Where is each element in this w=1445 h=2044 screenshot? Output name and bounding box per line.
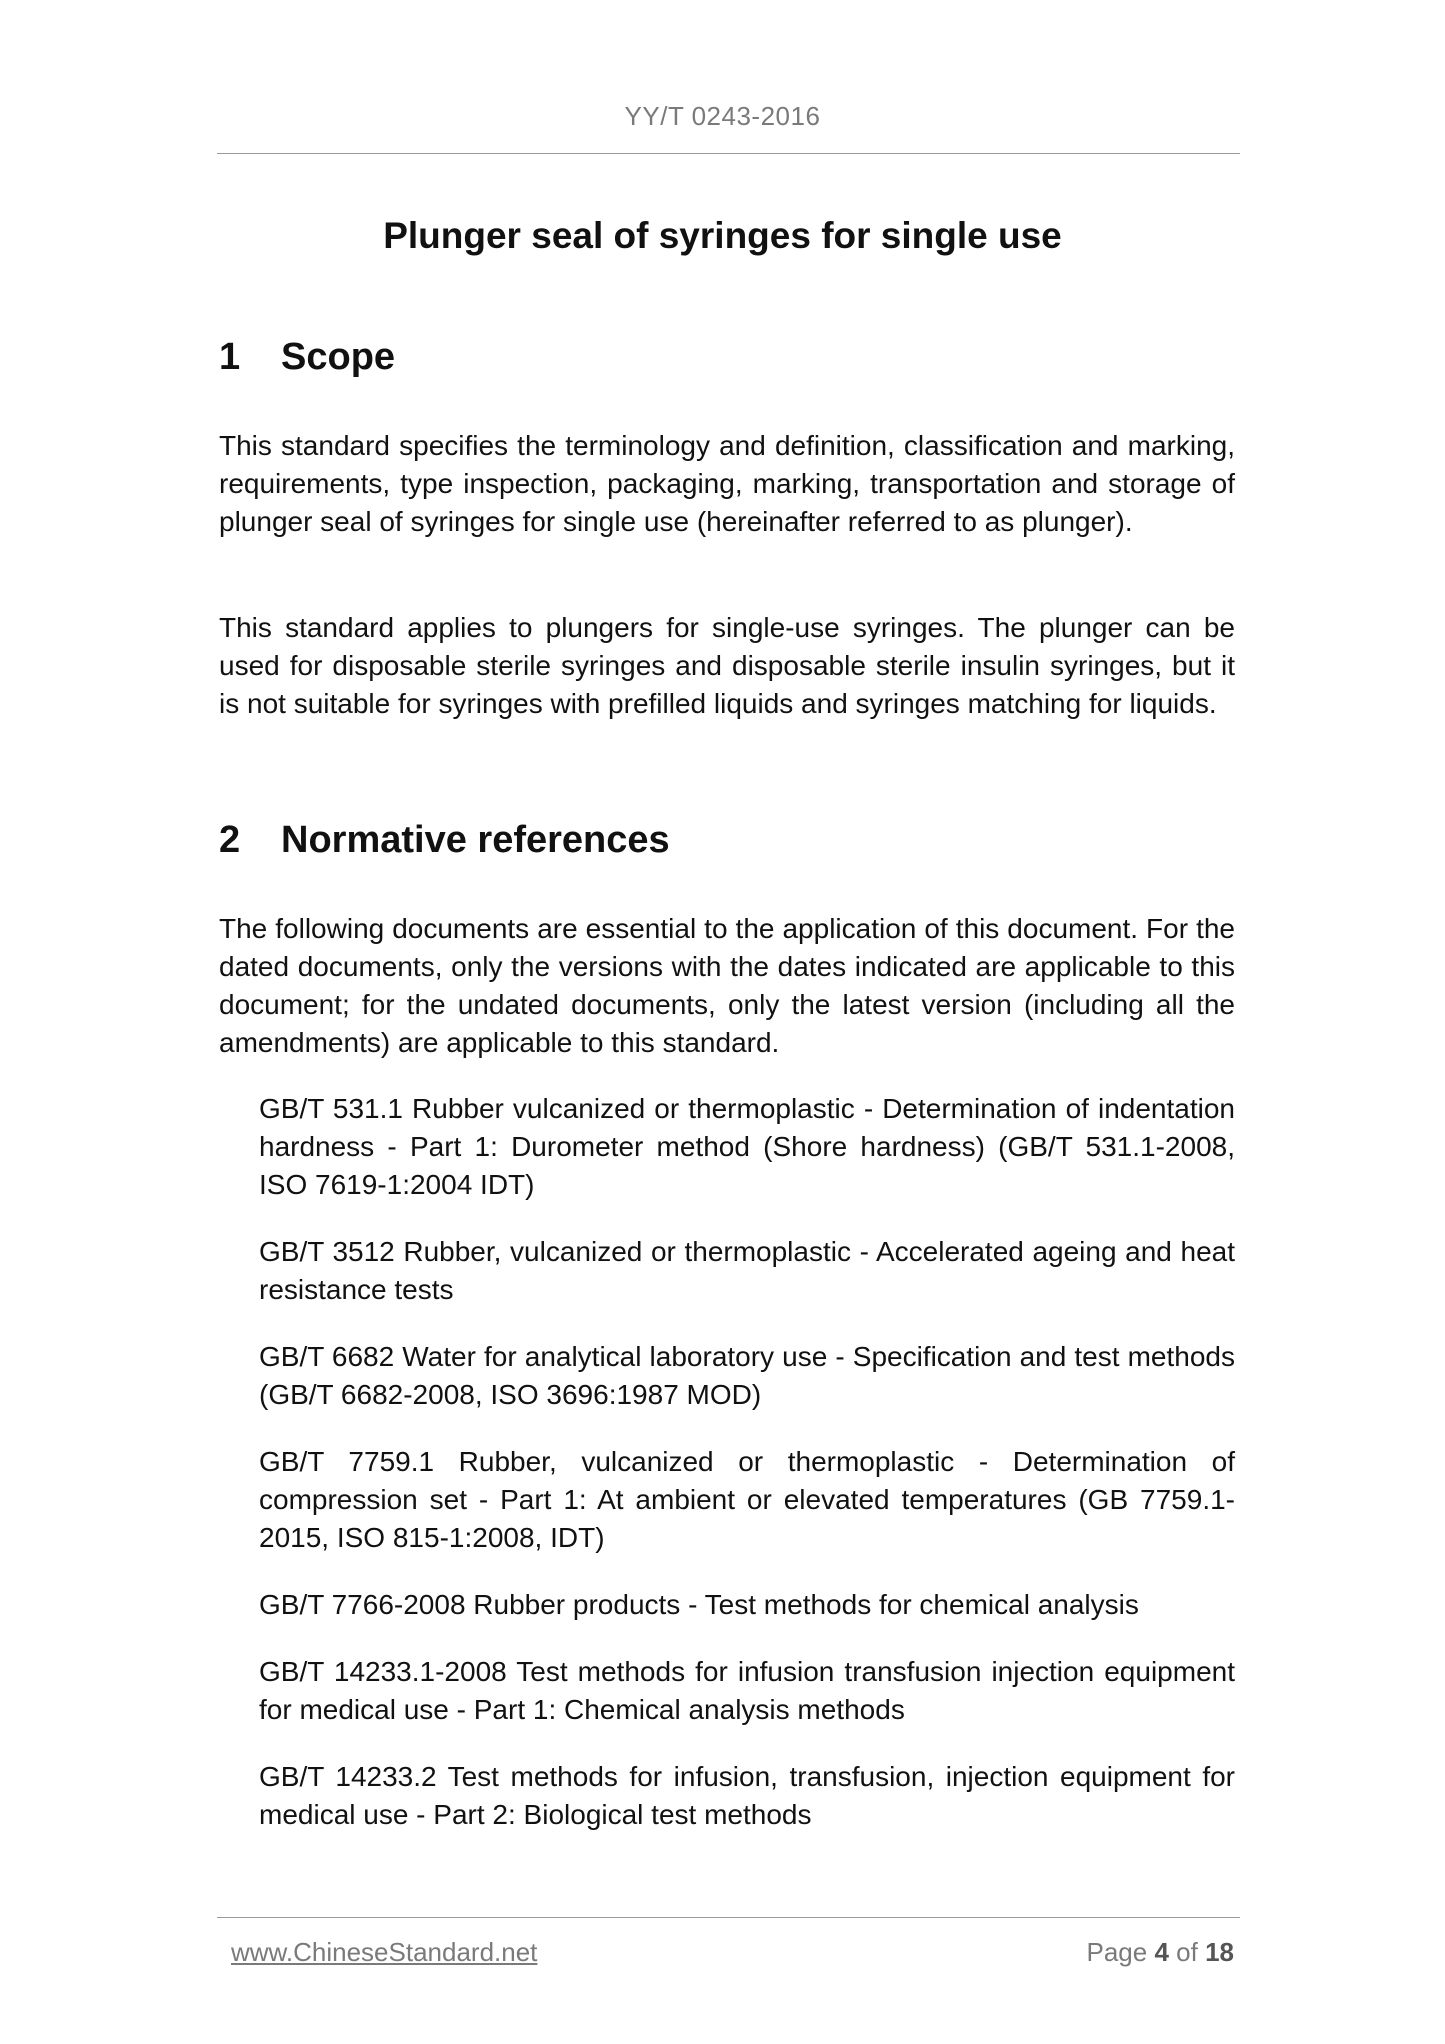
reference-item: GB/T 14233.1-2008 Test methods for infusion transfusion injection equipment for medical use - Part 1: Chemical analysis methods [259,1656,1235,1725]
total-page-number: 18 [1205,1937,1234,1967]
header-rule [217,153,1240,154]
section-title: Normative references [281,819,670,861]
current-page-number: 4 [1154,1937,1169,1967]
reference-list [259,1090,1235,1863]
section-heading-normative-references [219,819,670,862]
reference-item: GB/T 531.1 Rubber vulcanized or thermoplastic - Determination of indentation hardness - Part 1: Durometer method (Shore hardness) (GB/T 531.1-2008, ISO 7619-1:2004 IDT) [259,1093,1235,1200]
reference-item: GB/T 7759.1 Rubber, vulcanized or thermoplastic - Determination of compression set - Part 1: At ambient or elevated temperatures (GB 7759.1-2015, ISO 815-1:2008, IDT) [259,1446,1235,1553]
section-heading-scope [219,336,395,379]
reference-item: GB/T 7766-2008 Rubber products - Test methods for chemical analysis [259,1589,1139,1620]
scope-paragraph-2: This standard applies to plungers for single-use syringes. The plunger can be used for disposable sterile syringes and disposable sterile insulin syringes, but it is not suitable for syringes with prefilled liquids and syringes matching for liquids. [219,612,1235,719]
page-counter [1086,1937,1234,1968]
section-number: 1 [219,336,241,378]
references-intro-paragraph: The following documents are essential to the application of this document. For the dated documents, only the versions with the dates indicated are applicable to this document; for the undated documents, only the latest version (including all the amendments) are applicable to this standard. [219,913,1235,1058]
section-number: 2 [219,819,241,861]
section-title: Scope [281,336,396,378]
website-link[interactable]: www.ChineseStandard.net [231,1937,538,1967]
document-title: Plunger seal of syringes for single use [383,215,1062,256]
of-label: of [1176,1937,1198,1967]
reference-item: GB/T 6682 Water for analytical laboratory use - Specification and test methods (GB/T 6682-2008, ISO 3696:1987 MOD) [259,1341,1235,1410]
page-label: Page [1086,1937,1148,1967]
reference-item: GB/T 14233.2 Test methods for infusion, transfusion, injection equipment for medical use - Part 2: Biological test methods [259,1761,1235,1830]
reference-item: GB/T 3512 Rubber, vulcanized or thermoplastic - Accelerated ageing and heat resistance tests [259,1236,1235,1305]
standard-code-header: YY/T 0243-2016 [624,101,821,131]
scope-paragraph-1: This standard specifies the terminology and definition, classification and marking, requirements, type inspection, packaging, marking, transportation and storage of plunger seal of syringes for single use (hereinafter referred to as plunger). [219,430,1235,537]
footer-rule [217,1917,1240,1918]
